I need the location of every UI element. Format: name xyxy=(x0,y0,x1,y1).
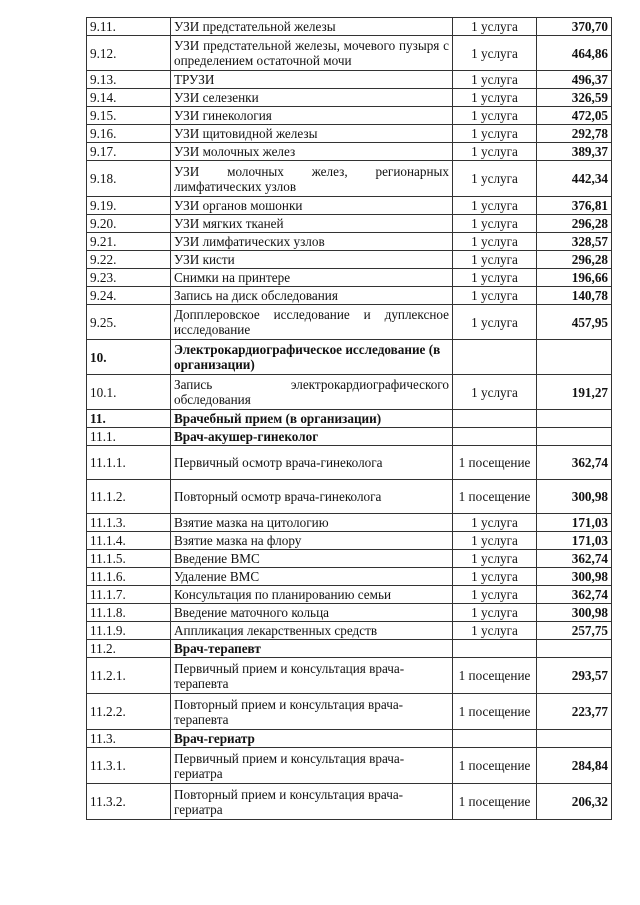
item-price: 464,86 xyxy=(537,36,612,71)
item-code: 11.3. xyxy=(87,730,171,748)
item-code: 11.1.1. xyxy=(87,446,171,480)
item-name: УЗИ щитовидной железы xyxy=(171,125,453,143)
item-name: УЗИ гинекология xyxy=(171,107,453,125)
item-code: 11.3.2. xyxy=(87,784,171,820)
item-code: 9.21. xyxy=(87,233,171,251)
item-code: 11.1.9. xyxy=(87,622,171,640)
item-price xyxy=(537,428,612,446)
subsection-row xyxy=(87,730,612,748)
item-price: 300,98 xyxy=(537,568,612,586)
item-code: 11.1. xyxy=(87,428,171,446)
item-name: Взятие мазка на цитологию xyxy=(171,514,453,532)
table-row xyxy=(87,143,612,161)
table-row xyxy=(87,287,612,305)
item-unit: 1 услуга xyxy=(453,532,537,550)
item-name: Повторный осмотр врача-гинеколога xyxy=(171,480,453,514)
item-code: 11.1.4. xyxy=(87,532,171,550)
item-unit: 1 услуга xyxy=(453,233,537,251)
item-code: 9.20. xyxy=(87,215,171,233)
item-price: 370,70 xyxy=(537,18,612,36)
price-list-body xyxy=(87,18,612,820)
item-unit: 1 услуга xyxy=(453,197,537,215)
item-unit: 1 услуга xyxy=(453,143,537,161)
item-unit: 1 услуга xyxy=(453,622,537,640)
item-name: Первичный осмотр врача-гинеколога xyxy=(171,446,453,480)
item-price: 171,03 xyxy=(537,532,612,550)
item-code: 10. xyxy=(87,340,171,375)
item-code: 11.1.8. xyxy=(87,604,171,622)
table-row xyxy=(87,269,612,287)
item-unit: 1 услуга xyxy=(453,215,537,233)
table-row xyxy=(87,550,612,568)
item-unit: 1 услуга xyxy=(453,89,537,107)
item-unit: 1 услуга xyxy=(453,107,537,125)
item-unit: 1 услуга xyxy=(453,161,537,197)
item-unit xyxy=(453,428,537,446)
item-price: 300,98 xyxy=(537,480,612,514)
item-price: 328,57 xyxy=(537,233,612,251)
item-unit: 1 услуга xyxy=(453,287,537,305)
table-row xyxy=(87,784,612,820)
item-name: УЗИ кисти xyxy=(171,251,453,269)
item-name: Врач-акушер-гинеколог xyxy=(171,428,453,446)
table-row xyxy=(87,161,612,197)
table-row xyxy=(87,658,612,694)
item-code: 11.1.6. xyxy=(87,568,171,586)
item-price: 296,28 xyxy=(537,251,612,269)
item-name: УЗИ предстательной железы xyxy=(171,18,453,36)
table-row xyxy=(87,375,612,410)
section-row xyxy=(87,410,612,428)
item-name: Врачебный прием (в организации) xyxy=(171,410,453,428)
table-row xyxy=(87,125,612,143)
item-name: Допплеровское исследование и дуплексное исследование xyxy=(171,305,453,340)
item-code: 9.13. xyxy=(87,71,171,89)
item-unit: 1 услуга xyxy=(453,305,537,340)
item-code: 11.2.1. xyxy=(87,658,171,694)
item-unit: 1 услуга xyxy=(453,604,537,622)
item-unit: 1 услуга xyxy=(453,125,537,143)
item-price xyxy=(537,640,612,658)
table-row xyxy=(87,446,612,480)
table-row xyxy=(87,197,612,215)
item-price: 496,37 xyxy=(537,71,612,89)
item-name: Введение ВМС xyxy=(171,550,453,568)
item-name: УЗИ молочных желез, регионарных лимфатических узлов xyxy=(171,161,453,197)
item-name: Снимки на принтере xyxy=(171,269,453,287)
item-name: Первичный прием и консультация врача-терапевта xyxy=(171,658,453,694)
item-name: УЗИ молочных желез xyxy=(171,143,453,161)
item-name: УЗИ мягких тканей xyxy=(171,215,453,233)
item-unit: 1 посещение xyxy=(453,480,537,514)
item-name: УЗИ лимфатических узлов xyxy=(171,233,453,251)
subsection-row xyxy=(87,640,612,658)
item-code: 9.22. xyxy=(87,251,171,269)
table-row xyxy=(87,18,612,36)
item-price: 376,81 xyxy=(537,197,612,215)
table-row xyxy=(87,36,612,71)
item-code: 9.24. xyxy=(87,287,171,305)
item-unit: 1 услуга xyxy=(453,18,537,36)
item-unit xyxy=(453,340,537,375)
item-code: 9.14. xyxy=(87,89,171,107)
table-row xyxy=(87,694,612,730)
item-unit: 1 посещение xyxy=(453,784,537,820)
item-price: 206,32 xyxy=(537,784,612,820)
item-code: 9.15. xyxy=(87,107,171,125)
item-price: 223,77 xyxy=(537,694,612,730)
item-price: 284,84 xyxy=(537,748,612,784)
table-row xyxy=(87,604,612,622)
table-row xyxy=(87,480,612,514)
item-code: 11.2. xyxy=(87,640,171,658)
item-unit xyxy=(453,410,537,428)
item-code: 9.19. xyxy=(87,197,171,215)
table-row xyxy=(87,305,612,340)
item-unit: 1 посещение xyxy=(453,694,537,730)
item-code: 9.12. xyxy=(87,36,171,71)
item-unit: 1 услуга xyxy=(453,251,537,269)
item-name: УЗИ органов мошонки xyxy=(171,197,453,215)
table-row xyxy=(87,514,612,532)
item-price: 293,57 xyxy=(537,658,612,694)
item-unit: 1 услуга xyxy=(453,375,537,410)
table-row xyxy=(87,748,612,784)
item-price: 292,78 xyxy=(537,125,612,143)
item-name: Взятие мазка на флору xyxy=(171,532,453,550)
price-list-table xyxy=(86,17,612,820)
item-price: 300,98 xyxy=(537,604,612,622)
table-row xyxy=(87,89,612,107)
item-price: 191,27 xyxy=(537,375,612,410)
item-name: Удаление ВМС xyxy=(171,568,453,586)
item-name: Врач-гериатр xyxy=(171,730,453,748)
table-row xyxy=(87,71,612,89)
item-name: Повторный прием и консультация врача-гериатра xyxy=(171,784,453,820)
item-name: ТРУЗИ xyxy=(171,71,453,89)
item-price xyxy=(537,410,612,428)
item-price: 196,66 xyxy=(537,269,612,287)
item-price xyxy=(537,730,612,748)
item-code: 9.25. xyxy=(87,305,171,340)
item-unit: 1 услуга xyxy=(453,269,537,287)
item-name: Запись на диск обследования xyxy=(171,287,453,305)
item-unit: 1 услуга xyxy=(453,36,537,71)
item-price: 296,28 xyxy=(537,215,612,233)
item-name: Аппликация лекарственных средств xyxy=(171,622,453,640)
item-unit: 1 услуга xyxy=(453,586,537,604)
item-unit: 1 услуга xyxy=(453,71,537,89)
item-code: 11. xyxy=(87,410,171,428)
subsection-row xyxy=(87,428,612,446)
item-unit: 1 услуга xyxy=(453,514,537,532)
item-code: 11.3.1. xyxy=(87,748,171,784)
item-unit: 1 посещение xyxy=(453,748,537,784)
item-price: 362,74 xyxy=(537,550,612,568)
item-price: 362,74 xyxy=(537,586,612,604)
item-price: 442,34 xyxy=(537,161,612,197)
item-name: Врач-терапевт xyxy=(171,640,453,658)
item-unit xyxy=(453,640,537,658)
item-price: 140,78 xyxy=(537,287,612,305)
item-code: 9.11. xyxy=(87,18,171,36)
table-row xyxy=(87,215,612,233)
table-row xyxy=(87,251,612,269)
item-name: УЗИ селезенки xyxy=(171,89,453,107)
item-code: 9.17. xyxy=(87,143,171,161)
item-code: 11.1.2. xyxy=(87,480,171,514)
table-row xyxy=(87,107,612,125)
item-unit: 1 услуга xyxy=(453,568,537,586)
item-name: УЗИ предстательной железы, мочевого пузыря с определением остаточной мочи xyxy=(171,36,453,71)
item-price: 389,37 xyxy=(537,143,612,161)
table-row xyxy=(87,586,612,604)
item-unit: 1 посещение xyxy=(453,658,537,694)
item-price: 326,59 xyxy=(537,89,612,107)
item-price: 472,05 xyxy=(537,107,612,125)
item-unit xyxy=(453,730,537,748)
item-name: Электрокардиографическое исследование (в организации) xyxy=(171,340,453,375)
item-code: 11.1.3. xyxy=(87,514,171,532)
item-unit: 1 услуга xyxy=(453,550,537,568)
item-price: 171,03 xyxy=(537,514,612,532)
table-row xyxy=(87,622,612,640)
item-name: Запись электрокардиографического обследования xyxy=(171,375,453,410)
section-row xyxy=(87,340,612,375)
table-row xyxy=(87,568,612,586)
item-code: 11.2.2. xyxy=(87,694,171,730)
item-code: 11.1.7. xyxy=(87,586,171,604)
item-price: 257,75 xyxy=(537,622,612,640)
item-name: Введение маточного кольца xyxy=(171,604,453,622)
table-row xyxy=(87,532,612,550)
item-code: 11.1.5. xyxy=(87,550,171,568)
item-price: 362,74 xyxy=(537,446,612,480)
item-name: Первичный прием и консультация врача-гериатра xyxy=(171,748,453,784)
item-code: 9.18. xyxy=(87,161,171,197)
item-name: Повторный прием и консультация врача-терапевта xyxy=(171,694,453,730)
table-row xyxy=(87,233,612,251)
item-name: Консультация по планированию семьи xyxy=(171,586,453,604)
item-code: 9.16. xyxy=(87,125,171,143)
item-code: 10.1. xyxy=(87,375,171,410)
item-price: 457,95 xyxy=(537,305,612,340)
item-code: 9.23. xyxy=(87,269,171,287)
item-unit: 1 посещение xyxy=(453,446,537,480)
item-price xyxy=(537,340,612,375)
